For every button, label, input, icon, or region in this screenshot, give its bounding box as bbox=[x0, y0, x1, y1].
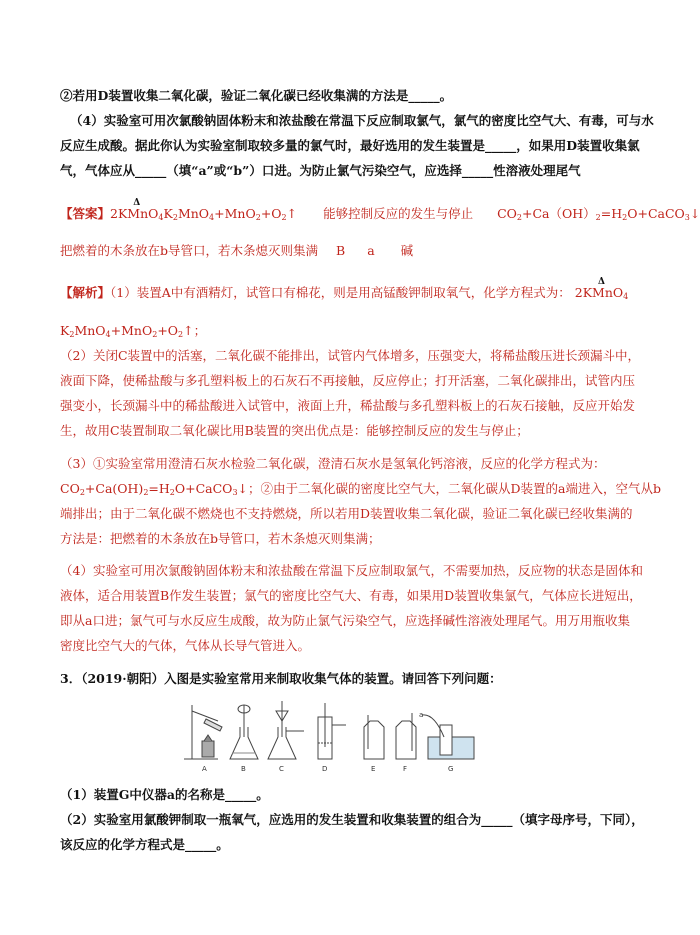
analysis-line-4: 液面下降，使稀盐酸与多孔塑料板上的石灰石不再接触，反应停止；打开活塞，二氧化碳排出，试管内压 bbox=[60, 373, 636, 388]
analysis-line-1: 【解析】（1）装置A中有酒精灯，试管口有棉花，则是用高锰酸钾制取氧气，化学方程式为： 2KMnO$_4$ Δ bbox=[60, 277, 629, 301]
question-3-header: 3．（2019·朝阳）入图是实验室常用来制取收集气体的装置。请回答下列问题： bbox=[60, 671, 502, 686]
analysis-line-10: 方法是：把燃着的木条放在b导管口，若木条熄灭则集满； bbox=[60, 531, 381, 546]
answer-tag: 【答案】 bbox=[60, 206, 111, 221]
prev-question-line-2: （4）实验室可用次氯酸钠固体粉末和浓盐酸在常温下反应制取氯气，氯气的密度比空气大、有毒，可与水 bbox=[70, 113, 654, 128]
analysis-line-14: 密度比空气大的气体，气体从长导气管进入。 bbox=[60, 638, 311, 653]
fig-label-a: A bbox=[202, 765, 207, 773]
analysis-line-3: （2）关闭C装置中的活塞，二氧化碳不能排出，试管内气体增多，压强变大，将稀盐酸压进长颈漏斗中， bbox=[60, 348, 641, 363]
fig-label-b: B bbox=[241, 765, 246, 773]
analysis-line-13: 即从a口进；氯气可与水反应生成酸，故为防止氯气污染空气，应选择碱性溶液处理尾气。用万用瓶收集 bbox=[60, 613, 630, 628]
prev-question-line-4: 气，气体应从_____（填“a”或“b”）口进。为防止氯气污染空气，应选择_____性溶液处理尾气 bbox=[60, 163, 581, 178]
prev-question-line-1: ②若用D装置收集二氧化碳，验证二氧化碳已经收集满的方法是_____。 bbox=[60, 88, 453, 103]
answer-line-2: 把燃着的木条放在b导管口，若木条熄灭则集满 B a 碱 bbox=[60, 243, 414, 258]
analysis-line-6: 生，故用C装置制取二氧化碳比用B装置的突出优点是：能够控制反应的发生与停止； bbox=[60, 423, 529, 438]
fig-label-f: F bbox=[403, 765, 408, 773]
fig-label-e: E bbox=[371, 765, 376, 773]
analysis-tag: 【解析】 bbox=[60, 285, 111, 300]
question-3-sub-1: （1）装置G中仪器a的名称是_____。 bbox=[60, 787, 269, 802]
answer-part3: $CO_2+Ca(OH)_2=H_2O+CaCO_3↓$ bbox=[497, 206, 700, 222]
analysis-line-2: $K_2MnO_4+MnO_2+O_2↑$； bbox=[60, 323, 207, 339]
apparatus-figure bbox=[178, 697, 478, 777]
analysis-line-11: （4）实验室可用次氯酸钠固体粉末和浓盐酸在常温下反应制取氯气，不需要加热，反应物的状态是固体和 bbox=[60, 563, 643, 578]
analysis-line-12: 液体，适合用装置B作发生装置；氯气的密度比空气大、有毒，如果用D装置收集氯气，气体应长进短出， bbox=[60, 588, 642, 603]
fig-label-d: D bbox=[322, 765, 328, 773]
heat-symbol: Δ bbox=[133, 198, 141, 208]
fig-label-small-a: a bbox=[419, 711, 424, 719]
answer-line-1: 【答案】2KMnO$_4$ Δ $K_2MnO_4+MnO_2+O_2↑$ 能够控制反应的发生与停止 $CO_2+Ca(OH)_2=H_2O+CaCO_3↓$ bbox=[60, 206, 601, 222]
analysis-line-9: 端排出；由于二氧化碳不燃烧也不支持燃烧，所以若用D装置收集二氧化碳，验证二氧化碳已经收集满的 bbox=[60, 506, 633, 521]
prev-question-line-3: 反应生成酸。据此你认为实验室制取较多量的氯气时，最好选用的发生装置是_____，如果用D装置收集氯 bbox=[60, 138, 640, 153]
fig-label-c: C bbox=[279, 765, 284, 773]
answer-part2: 能够控制反应的发生与停止 bbox=[323, 206, 474, 221]
apparatus-diagram bbox=[178, 697, 478, 777]
analysis-line-5: 强变小，长颈漏斗中的稀盐酸进入试管中，液面上升，稀盐酸与多孔塑料板上的石灰石接触，反应开始发 bbox=[60, 398, 636, 413]
question-3-sub-2a: （2）实验室用氯酸钾制取一瓶氧气，应选用的发生装置和收集装置的组合为_____（填字母序号，下同）， bbox=[60, 812, 644, 827]
analysis-line-8: $CO_2+Ca(OH)_2=H_2O+CaCO_3↓$；②由于二氧化碳的密度比空气大，二氧化碳从D装置的a端进入，空气从b bbox=[60, 481, 661, 497]
question-3-sub-2b: 该反应的化学方程式是_____。 bbox=[60, 837, 229, 852]
analysis-line-7: （3）①实验室常用澄清石灰水检验二氧化碳，澄清石灰水是氢氧化钙溶液，反应的化学方程式为： bbox=[60, 456, 606, 471]
fig-label-g: G bbox=[448, 765, 454, 773]
answer-equation-1: 2KMnO$_4$ Δ bbox=[110, 206, 163, 222]
